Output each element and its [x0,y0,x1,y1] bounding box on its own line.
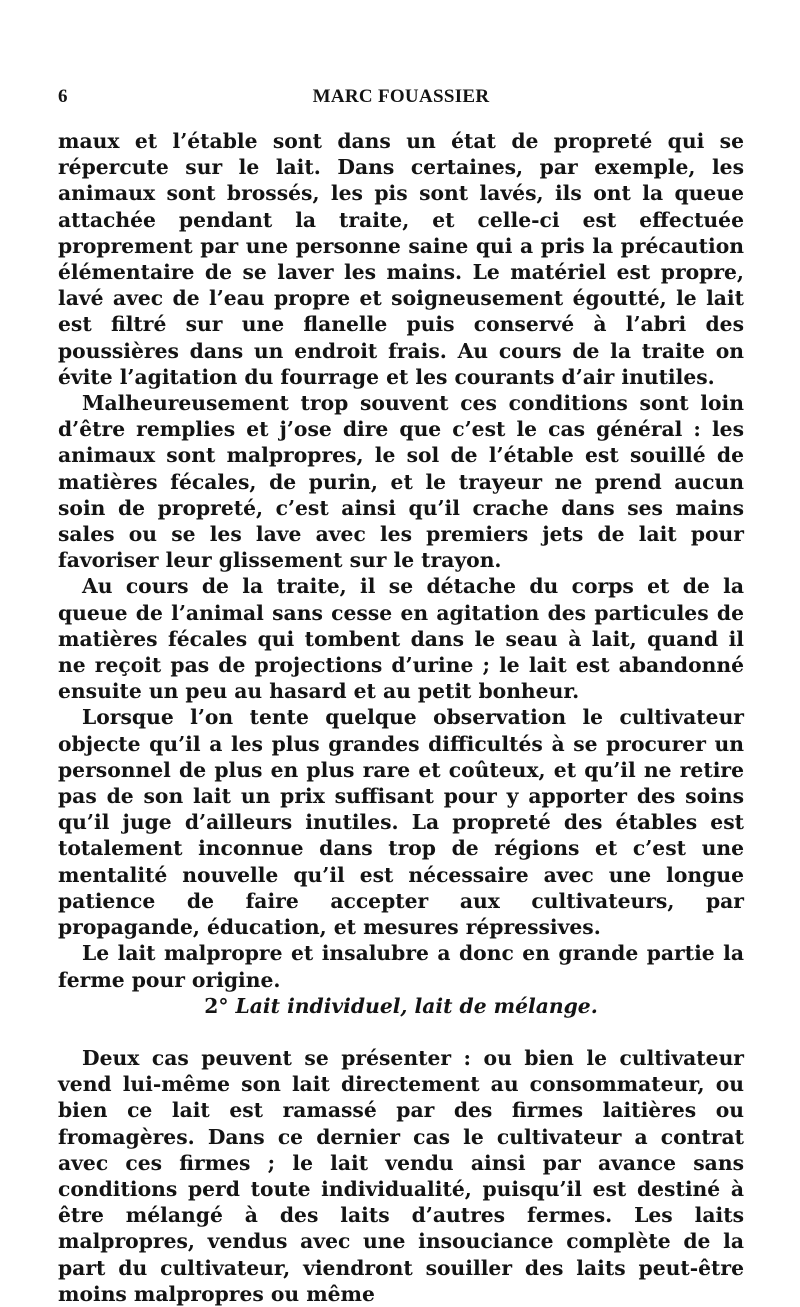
paragraph: Deux cas peuvent se présenter : ou bien le cultivateur vend lui-même son lait directement au consommateur, ou bien ce lait est ramassé par des firmes laitières ou fromagères. Dans ce dernier cas le cultivateur a contrat avec ces firmes ; le lait vendu ainsi par avance sans conditions perd toute individualité, puisqu’il est destiné à être mélangé à des laits d’autres fermes. Les laits malpropres, vendus avec une insouciance complète de la part du cultivateur, viendront souiller des laits peut-être moins malpropres ou même [58,1045,744,1306]
section-heading [58,993,744,1019]
section-title: Lait individuel, lait de mélange. [235,993,598,1018]
paragraph: Au cours de la traite, il se détache du corps et de la queue de l’animal sans cesse en agitation des particules de matières fécales qui tombent dans le seau à lait, quand il ne reçoit pas de projections d’urine ; le lait est abandonné ensuite un peu au hasard et au petit bonheur. [58,574,744,704]
body-text [58,128,744,1307]
page-number: 6 [58,86,68,107]
running-head [58,86,744,112]
paragraph: Malheureusement trop souvent ces conditions sont loin d’être remplies et j’ose dire que c’est le cas général : les animaux sont malpropres, le sol de l’étable est souillé de matières fécales, de purin, et le trayeur ne prend aucun soin de propreté, c’est ainsi qu’il crache dans ses mains sales ou se les lave avec les premiers jets de lait pour favoriser leur glissement sur le trayon. [58,391,744,573]
section-number: 2° [204,993,229,1018]
paragraph-continued: maux et l’étable sont dans un état de propreté qui se répercute sur le lait. Dans certaines, par exemple, les animaux sont brossés, les pis sont lavés, ils ont la queue attachée pendant la traite, et celle-ci est effectuée proprement par une personne saine qui a pris la précaution élémentaire de se laver les mains. Le matériel est propre, lavé avec de l’eau propre et soigneusement égoutté, le lait est filtré sur une flanelle puis conservé à l’abri des poussières dans un endroit frais. Au cours de la traite on évite l’agitation du fourrage et les courants d’air inutiles. [58,129,744,389]
running-head-author: MARC FOUASSIER [312,86,490,107]
paragraph: Lorsque l’on tente quelque observation le cultivateur objecte qu’il a les plus grandes difficultés à se procurer un personnel de plus en plus rare et coûteux, et qu’il ne retire pas de son lait un prix suffisant pour y apporter des soins qu’il juge d’ailleurs inutiles. La propreté des étables est totalement inconnue dans trop de régions et c’est une mentalité nouvelle qu’il est nécessaire avec une longue patience de faire accepter aux cultivateurs, par propagande, éducation, et mesures répressives. [58,705,744,940]
heading-spacer [58,1019,744,1045]
paragraph: Le lait malpropre et insalubre a donc en grande partie la ferme pour origine. [58,941,744,992]
